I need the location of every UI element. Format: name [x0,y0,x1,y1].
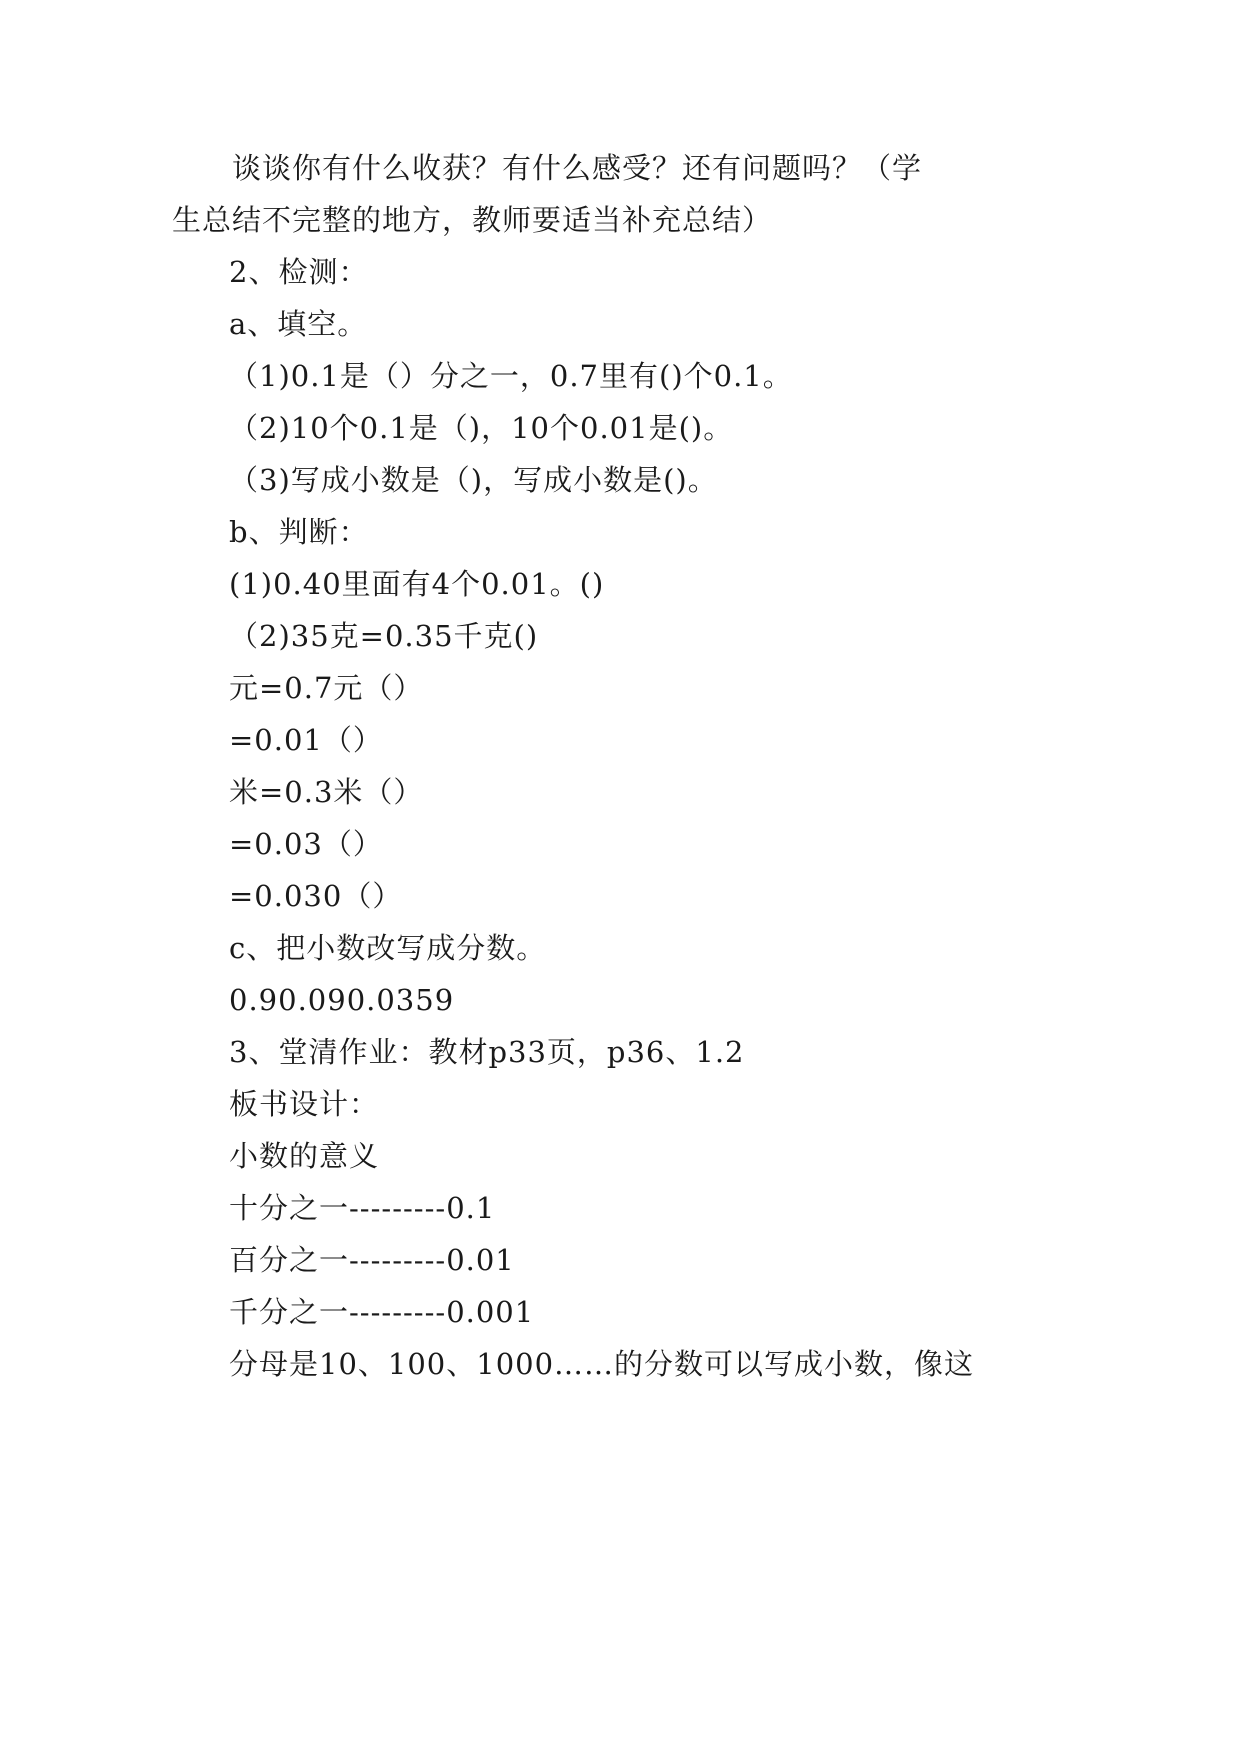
heading-board-design: 板书设计： [229,1087,380,1121]
text-line-summary-note: 生总结不完整的地方，教师要适当补充总结） [172,203,773,237]
homework-line: 3、堂清作业：教材p33页，p36、1.2 [229,1035,745,1069]
text-line-summary-question: 谈谈你有什么收获？有什么感受？还有问题吗？（学 [232,151,923,185]
judge-item-2: （2)35克=0.35千克() [229,619,539,653]
board-tenth: 十分之一---------0.1 [229,1191,496,1225]
board-thousandth: 千分之一---------0.001 [229,1295,535,1329]
judge-item-7: =0.030（） [229,879,403,913]
heading-fill-blank: a、填空。 [229,307,368,341]
judge-item-6: =0.03（） [229,827,383,861]
board-conclusion: 分母是10、100、1000……的分数可以写成小数，像这 [229,1347,975,1381]
judge-item-1: (1)0.40里面有4个0.01。() [229,567,605,601]
fill-blank-item-2: （2)10个0.1是（)，10个0.01是()。 [229,411,734,445]
board-title: 小数的意义 [229,1139,380,1173]
heading-judge: b、判断： [229,515,369,549]
convert-items: 0.90.090.0359 [229,983,455,1017]
heading-convert: c、把小数改写成分数。 [229,931,547,965]
board-hundredth: 百分之一---------0.01 [229,1243,515,1277]
heading-test: 2、检测： [229,255,369,289]
judge-item-3: 元=0.7元（） [229,671,424,705]
fill-blank-item-3: （3)写成小数是（)，写成小数是()。 [229,463,718,497]
fill-blank-item-1: （1)0.1是（）分之一，0.7里有()个0.1。 [229,359,793,393]
judge-item-5: 米=0.3米（） [229,775,424,809]
judge-item-4: =0.01（） [229,723,383,757]
